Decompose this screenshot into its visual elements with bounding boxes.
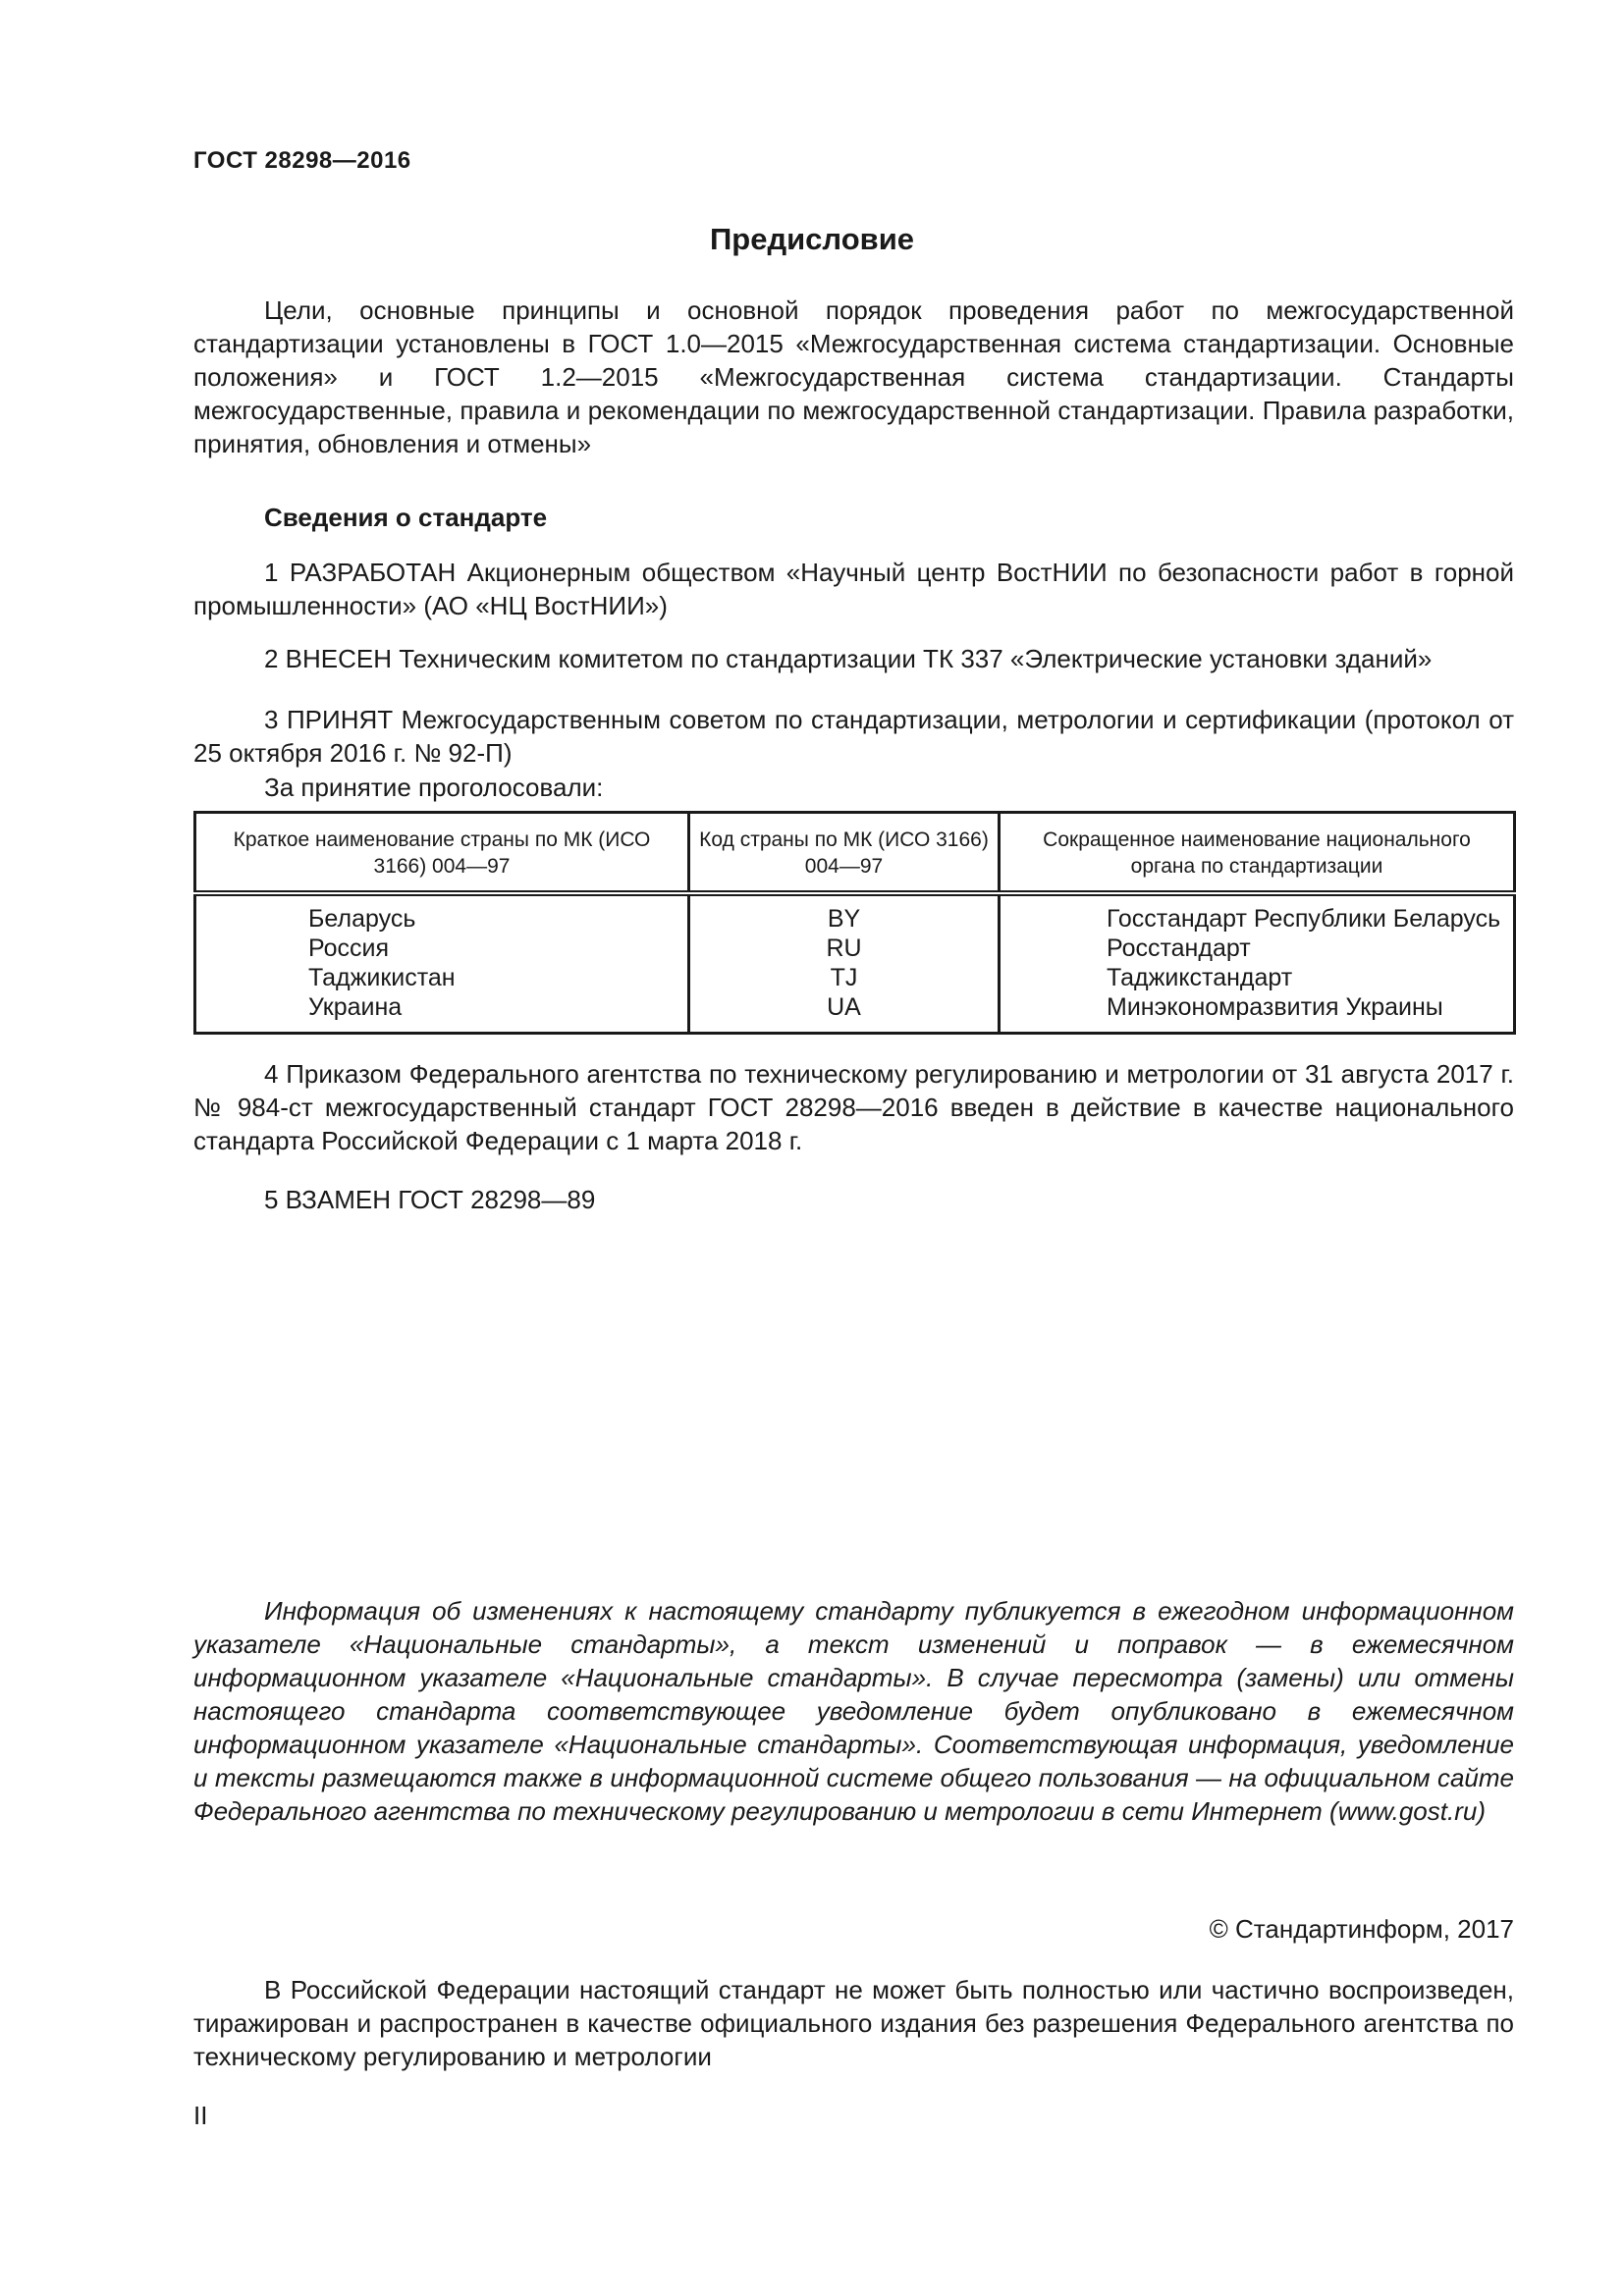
national-body: Росстандарт: [1000, 934, 1515, 963]
item-1-developed: 1 РАЗРАБОТАН Акционерным обществом «Научный центр ВостНИИ по безопасности работ в горной промышленности» (АО «НЦ ВостНИИ»): [193, 558, 1514, 620]
intro-paragraph: Цели, основные принципы и основной порядок проведения работ по межгосударственной стандартизации установлены в ГОСТ 1.0—2015 «Межгосударственная система стандартизации. Основные положения» и ГОСТ 1.2—2015 «Межгосударственная система стандартизации. Стандарты межгосударственные, правила и рекомендации по межгосударственной стандартизации. Правила разработки, принятия, обновления и отмены»: [193, 295, 1514, 458]
national-body: Госстандарт Республики Беларусь: [1000, 893, 1515, 934]
page-number: II: [193, 2101, 208, 2130]
section-title: Сведения о стандарте: [264, 503, 548, 532]
page-title: Предисловие: [709, 222, 914, 256]
copyright: © Стандартинформ, 2017: [1209, 1914, 1514, 1944]
country-name: Таджикистан: [195, 963, 689, 992]
item-4-order: 4 Приказом Федерального агентства по техническому регулированию и метрологии от 31 августа 2017 г. № 984-ст межгосударственный стандарт ГОСТ 28298—2016 введен в действие в качестве национального стандарта Российской Федерации с 1 марта 2018 г.: [193, 1059, 1514, 1155]
national-body: Минэкономразвития Украины: [1000, 992, 1515, 1034]
change-notice: Информация об изменениях к настоящему стандарту публикуется в ежегодном информационном указателе «Национальные стандарты», а текст изменений и поправок — в ежемесячном информационном указателе «Национальные стандарты». В случае пересмотра (замены) или отмены настоящего стандарта соответствующее уведомление будет опубликовано в ежемесячном информационном указателе «Национальные стандарты». Соответствующая информация, уведомление и тексты размещаются также в информационной системе общего пользования — на официальном сайте Федерального агентства по техническому регулированию и метрологии в сети Интернет (www.gost.ru): [193, 1596, 1514, 1826]
country-name: Украина: [195, 992, 689, 1034]
table-row: [195, 963, 1515, 992]
item-2-introduced: 2 ВНЕСЕН Техническим комитетом по стандартизации ТК 337 «Электрические установки зданий»: [264, 644, 1433, 673]
country-name: Беларусь: [195, 893, 689, 934]
header-country-code: Код страны по МК (ИСО 3166) 004—97: [689, 813, 1000, 894]
item-5-replaces: 5 ВЗАМЕН ГОСТ 28298—89: [264, 1185, 596, 1214]
country-code: TJ: [689, 963, 1000, 992]
voting-countries-table: [193, 811, 1516, 1035]
table-row: [195, 992, 1515, 1034]
country-name: Россия: [195, 934, 689, 963]
table-row: [195, 934, 1515, 963]
legal-notice: В Российской Федерации настоящий стандарт не может быть полностью или частично воспроизведен, тиражирован и распространен в качестве официального издания без разрешения Федерального агентства по техническому регулированию и метрологии: [193, 1975, 1514, 2071]
national-body: Таджикстандарт: [1000, 963, 1515, 992]
country-code: BY: [689, 893, 1000, 934]
header-country-name: Краткое наименование страны по МК (ИСО 3166) 004—97: [195, 813, 689, 894]
item-3-adopted: 3 ПРИНЯТ Межгосударственным советом по стандартизации, метрологии и сертификации (протокол от 25 октября 2016 г. № 92-П): [193, 705, 1514, 768]
votes-label: За принятие проголосовали:: [264, 773, 604, 802]
country-code: UA: [689, 992, 1000, 1034]
country-code: RU: [689, 934, 1000, 963]
header-national-body: Сокращенное наименование национального органа по стандартизации: [1000, 813, 1515, 894]
table-header-row: [195, 813, 1515, 894]
document-id-header: ГОСТ 28298—2016: [193, 147, 411, 174]
table-row: [195, 893, 1515, 934]
